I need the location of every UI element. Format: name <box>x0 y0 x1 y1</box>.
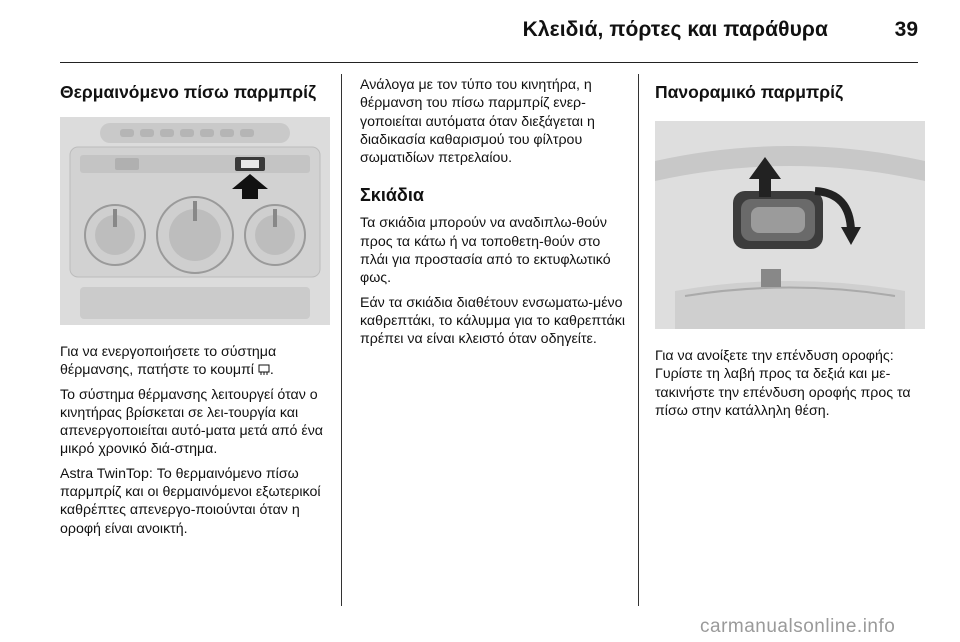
roof-liner-handle-figure <box>655 121 925 329</box>
column-divider <box>341 74 342 606</box>
page-number: 39 <box>894 18 918 41</box>
watermark: carmanualsonline.info <box>700 616 896 637</box>
rear-window-heater-icon <box>258 362 270 374</box>
chapter-title: Κλειδιά, πόρτες και παράθυρα <box>522 18 828 41</box>
paragraph: Ανάλογα με τον τύπο του κινητήρα, η θέρμανση του πίσω παρμπρίζ ενερ-γοποιείται αυτόματα όταν διεξάγεται η διαδικασία καθαρισμού του φίλτρου σωματιδίων πετρελαίου. <box>360 77 595 167</box>
column-sun-visors <box>360 76 630 355</box>
column-divider <box>638 74 639 606</box>
column-panoramic-windscreen <box>655 76 925 426</box>
page-header <box>60 0 918 63</box>
paragraph: Τα σκιάδια μπορούν να αναδιπλω-θούν προς τα κάτω ή να τοποθετη-θούν στο πλάι για προστασία από το εκτυφλωτικό φως. <box>360 215 611 287</box>
paragraph: Για να ενεργοποιήσετε το σύστημα θέρμανσης, πατήστε το κουμπί . <box>60 344 277 379</box>
section-heading: Σκιάδια <box>360 185 424 206</box>
heater-controls-figure <box>60 117 330 325</box>
column-rear-window-heater <box>60 76 340 544</box>
paragraph: Για να ανοίξετε την επένδυση οροφής: Γυρίστε τη λαβή προς τα δεξιά και με-τακινήστε την επένδυση οροφής προς τα πίσω στην κατάλληλη θέση. <box>655 348 911 419</box>
section-heading: Θερμαινόμενο πίσω παρμπρίζ <box>60 82 317 102</box>
section-heading: Πανοραμικό παρμπρίζ <box>655 82 844 102</box>
paragraph: Εάν τα σκιάδια διαθέτουν ενσωματω-μένο καθρεπτάκι, το κάλυμμα για το καθρεπτάκι πρέπει να είναι κλειστό όταν οδηγείτε. <box>360 294 625 348</box>
paragraph: Το σύστημα θέρμανσης λειτουργεί όταν ο κινητήρας βρίσκεται σε λει-τουργία και απενεργοποιείται αυτό-ματα μετά από ένα μικρό χρονικό διά-στημα. <box>60 386 323 458</box>
paragraph: Astra TwinTop: Το θερμαινόμενο πίσω παρμπρίζ και οι θερμαινόμενοι εξωτερικοί καθρέπτες απενεργο-ποιούνται όταν η οροφή είναι ανοικτή. <box>60 465 321 537</box>
